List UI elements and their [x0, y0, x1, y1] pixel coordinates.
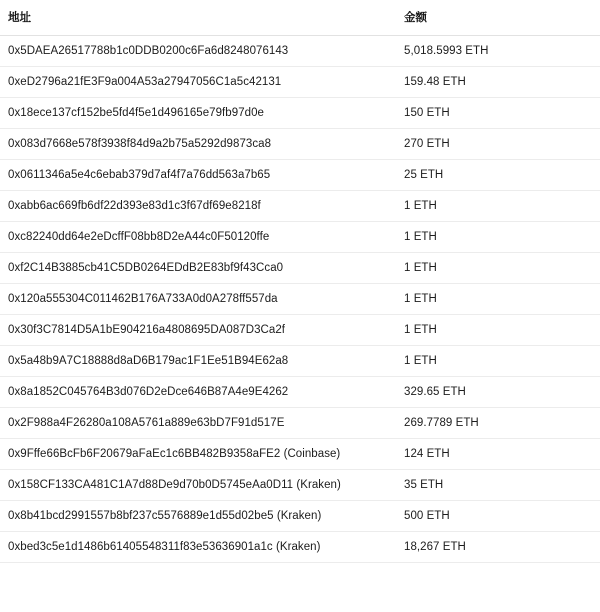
table-row: [0, 160, 600, 191]
cell-amount: 25 ETH: [396, 160, 600, 191]
cell-amount: 1 ETH: [396, 346, 600, 377]
table-row: [0, 346, 600, 377]
cell-amount: 1 ETH: [396, 222, 600, 253]
cell-address: 0xabb6ac669fb6df22d393e83d1c3f67df69e8218f: [0, 191, 396, 222]
cell-amount: 150 ETH: [396, 98, 600, 129]
table-row: [0, 284, 600, 315]
table-body: [0, 36, 600, 563]
cell-amount: 269.7789 ETH: [396, 408, 600, 439]
cell-amount: 1 ETH: [396, 284, 600, 315]
cell-amount: 5,018.5993 ETH: [396, 36, 600, 67]
table-row: [0, 253, 600, 284]
cell-amount: 270 ETH: [396, 129, 600, 160]
table-row: [0, 408, 600, 439]
cell-address: 0x18ece137cf152be5fd4f5e1d496165e79fb97d0e: [0, 98, 396, 129]
table-row: [0, 315, 600, 346]
cell-amount: 1 ETH: [396, 191, 600, 222]
table-row: [0, 98, 600, 129]
cell-address: 0x158CF133CA481C1A7d88De9d70b0D5745eAa0D11 (Kraken): [0, 470, 396, 501]
cell-amount: 1 ETH: [396, 253, 600, 284]
table-row: [0, 501, 600, 532]
cell-address: 0xc82240dd64e2eDcffF08bb8D2eA44c0F50120ffe: [0, 222, 396, 253]
table-header-row: [0, 0, 600, 36]
cell-address: 0x2F988a4F26280a108A5761a889e63bD7F91d517E: [0, 408, 396, 439]
cell-amount: 500 ETH: [396, 501, 600, 532]
table-row: [0, 532, 600, 563]
cell-amount: 18,267 ETH: [396, 532, 600, 563]
table-header: [0, 0, 600, 36]
cell-address: 0x9Fffe66BcFb6F20679aFaEc1c6BB482B9358aFE2 (Coinbase): [0, 439, 396, 470]
table-row: [0, 129, 600, 160]
cell-amount: 329.65 ETH: [396, 377, 600, 408]
table-row: [0, 191, 600, 222]
cell-address: 0x120a555304C011462B176A733A0d0A278ff557da: [0, 284, 396, 315]
table-row: [0, 67, 600, 98]
table-row: [0, 36, 600, 67]
table-row: [0, 470, 600, 501]
column-header-amount: 金额: [396, 0, 600, 36]
cell-amount: 1 ETH: [396, 315, 600, 346]
cell-address: 0x5a48b9A7C18888d8aD6B179ac1F1Ee51B94E62a8: [0, 346, 396, 377]
column-header-address: 地址: [0, 0, 396, 36]
table-row: [0, 222, 600, 253]
cell-address: 0x8a1852C045764B3d076D2eDce646B87A4e9E4262: [0, 377, 396, 408]
cell-amount: 35 ETH: [396, 470, 600, 501]
cell-address: 0x083d7668e578f3938f84d9a2b75a5292d9873ca8: [0, 129, 396, 160]
cell-address: 0x0611346a5e4c6ebab379d7af4f7a76dd563a7b65: [0, 160, 396, 191]
table-row: [0, 377, 600, 408]
cell-address: 0x30f3C7814D5A1bE904216a4808695DA087D3Ca2f: [0, 315, 396, 346]
cell-address: 0x5DAEA26517788b1c0DDB0200c6Fa6d8248076143: [0, 36, 396, 67]
cell-amount: 124 ETH: [396, 439, 600, 470]
cell-address: 0xf2C14B3885cb41C5DB0264EDdB2E83bf9f43Cca0: [0, 253, 396, 284]
cell-address: 0x8b41bcd2991557b8bf237c5576889e1d55d02be5 (Kraken): [0, 501, 396, 532]
cell-address: 0xeD2796a21fE3F9a004A53a27947056C1a5c42131: [0, 67, 396, 98]
cell-address: 0xbed3c5e1d1486b61405548311f83e53636901a1c (Kraken): [0, 532, 396, 563]
cell-amount: 159.48 ETH: [396, 67, 600, 98]
table-row: [0, 439, 600, 470]
